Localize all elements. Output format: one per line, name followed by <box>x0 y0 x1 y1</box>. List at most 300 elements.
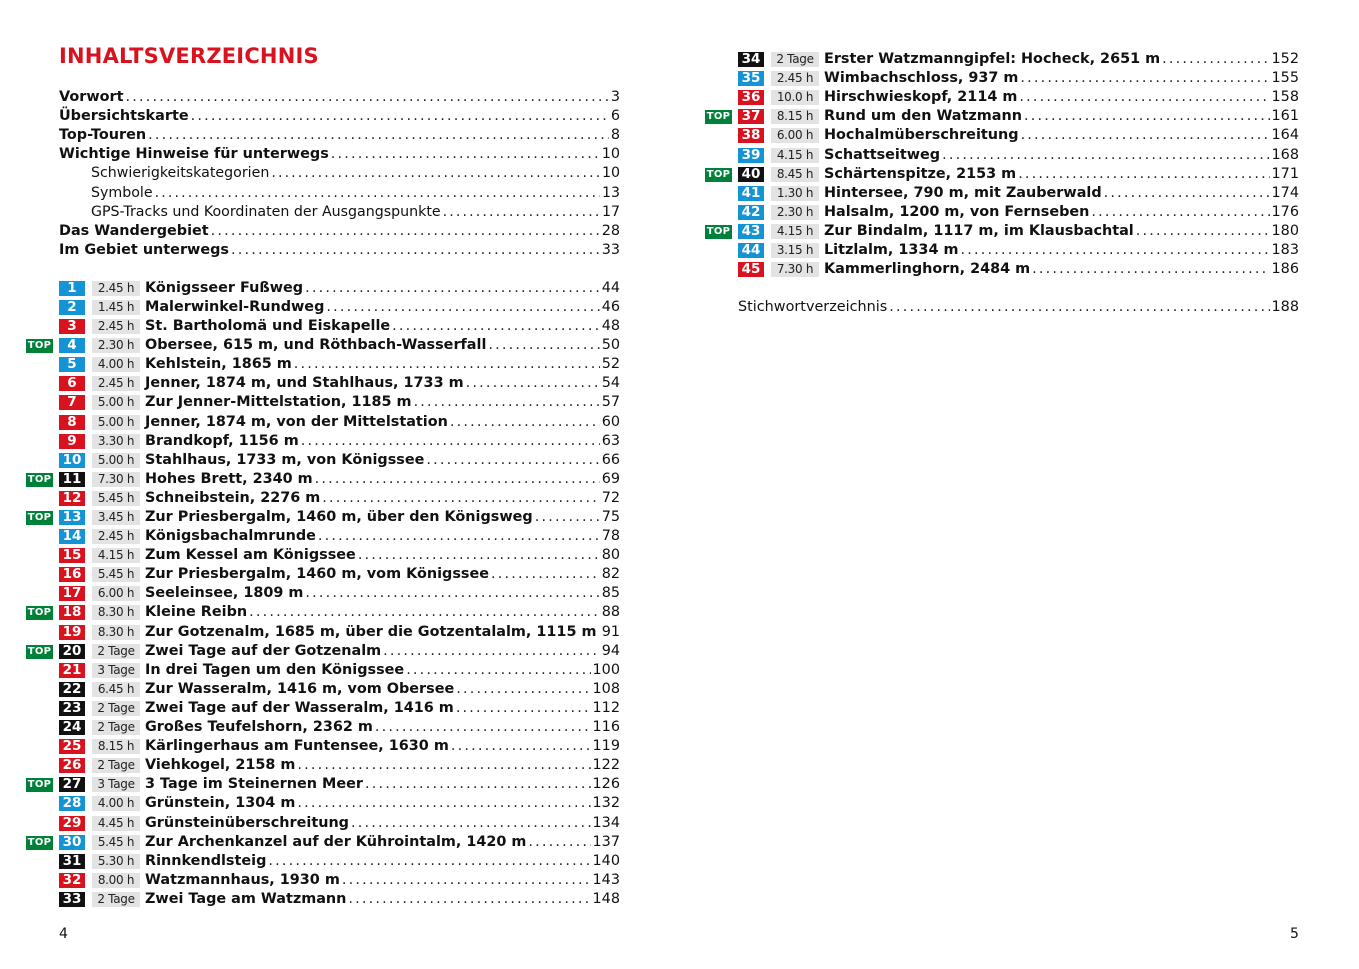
top-tour-badge: TOP <box>27 473 52 485</box>
tour-page: 164 <box>1271 127 1299 144</box>
tour-title: Malerwinkel-Rundweg <box>145 298 325 315</box>
tour-duration: 5.00 h <box>92 395 140 410</box>
tour-number: 24 <box>59 720 85 735</box>
dot-leader <box>1136 222 1270 241</box>
tour-entry[interactable] <box>27 775 620 794</box>
tour-duration: 2.45 h <box>771 71 819 86</box>
tour-entry[interactable] <box>27 603 620 622</box>
tour-page: 140 <box>592 852 620 869</box>
tour-number: 39 <box>738 148 764 163</box>
toc-entry-page: 10 <box>601 165 620 182</box>
tour-page: 171 <box>1271 165 1299 182</box>
tour-title: Grünsteinüberschreitung <box>145 814 349 831</box>
tour-page: 48 <box>601 318 620 335</box>
dot-leader <box>322 489 599 508</box>
tour-page: 75 <box>601 509 620 526</box>
tour-entry[interactable] <box>59 279 620 298</box>
tour-number: 19 <box>59 625 85 640</box>
dot-leader <box>342 871 591 890</box>
tour-entry[interactable] <box>59 584 620 603</box>
top-tour-badge: TOP <box>27 645 52 657</box>
tour-page: 57 <box>601 394 620 411</box>
toc-entry-label: Top-Touren <box>59 127 147 144</box>
tour-entry[interactable] <box>706 107 1299 126</box>
tour-entry[interactable] <box>27 833 620 852</box>
tour-entry[interactable] <box>59 718 620 737</box>
tour-duration: 2 Tage <box>92 720 140 735</box>
tour-number: 43 <box>738 224 764 239</box>
tour-title: Schattseitweg <box>824 146 941 163</box>
tour-title: Königsbachalmrunde <box>145 528 316 545</box>
toc-entry-top-touren[interactable] <box>59 126 620 145</box>
tour-entry[interactable] <box>59 813 620 832</box>
tour-duration: 3.45 h <box>92 510 140 525</box>
toc-entry-label: Vorwort <box>59 89 124 106</box>
toc-entry-page: 33 <box>601 241 620 258</box>
top-tour-badge: TOP <box>27 779 52 791</box>
tour-number: 31 <box>59 854 85 869</box>
tour-page: 183 <box>1271 241 1299 258</box>
tour-number: 9 <box>59 434 85 449</box>
tour-number: 40 <box>738 167 764 182</box>
tour-title: Rund um den Watzmann <box>824 108 1022 125</box>
tour-page: 186 <box>1271 261 1299 278</box>
tour-duration: 8.30 h <box>92 625 140 640</box>
tour-page: 44 <box>601 279 620 296</box>
tour-number: 30 <box>59 835 85 850</box>
tour-number: 16 <box>59 567 85 582</box>
tour-number: 2 <box>59 300 85 315</box>
tour-duration: 2.45 h <box>92 319 140 334</box>
dot-leader <box>365 775 591 794</box>
tour-title: Königsseer Fußweg <box>145 279 304 296</box>
tour-title: Halsalm, 1200 m, von Fernseben <box>824 203 1090 220</box>
toc-left-column <box>27 88 620 909</box>
tour-duration: 2.45 h <box>92 281 140 296</box>
tour-title: Zum Kessel am Königssee <box>145 547 356 564</box>
tour-title: Zur Wasseralm, 1416 m, vom Obersee <box>145 680 455 697</box>
dot-leader <box>1021 126 1270 145</box>
toc-entry-page: 17 <box>601 203 620 220</box>
tour-page: 161 <box>1271 108 1299 125</box>
tour-page: 148 <box>592 890 620 907</box>
dot-leader <box>231 241 600 260</box>
tour-title: Zur Archenkanzel auf der Kührointalm, 1420 m <box>145 833 527 850</box>
tour-duration: 2 Tage <box>92 644 140 659</box>
tour-duration: 6.00 h <box>771 128 819 143</box>
dot-leader <box>414 393 600 412</box>
tour-entry[interactable] <box>59 451 620 470</box>
tour-title: Zur Priesbergalm, 1460 m, vom Königssee <box>145 566 489 583</box>
page-title: INHALTSVERZEICHNIS <box>59 44 319 68</box>
dot-leader <box>249 603 600 622</box>
dot-leader <box>1020 69 1269 88</box>
tour-page: 78 <box>601 528 620 545</box>
tour-entry[interactable] <box>59 432 620 451</box>
tour-page: 137 <box>592 833 620 850</box>
tour-entry[interactable] <box>59 661 620 680</box>
tour-number: 35 <box>738 71 764 86</box>
tour-duration: 6.45 h <box>92 682 140 697</box>
tour-title: Hochalmüberschreitung <box>824 127 1019 144</box>
tour-entry[interactable] <box>59 374 620 393</box>
tour-duration: 6.00 h <box>92 586 140 601</box>
tour-entry[interactable] <box>738 203 1299 222</box>
dot-leader <box>331 145 600 164</box>
tour-page: 94 <box>601 642 620 659</box>
tour-title: Zur Gotzenalm, 1685 m, über die Gotzentalalm, 1115 m <box>145 623 597 640</box>
tour-number: 45 <box>738 262 764 277</box>
toc-entry-label: Schwierigkeitskategorien <box>91 165 270 182</box>
tour-entry[interactable] <box>59 317 620 336</box>
tour-title: Hohes Brett, 2340 m <box>145 470 313 487</box>
tour-entry[interactable] <box>27 508 620 527</box>
tour-entry[interactable] <box>738 88 1299 107</box>
tour-entry[interactable] <box>59 527 620 546</box>
tour-duration: 3.30 h <box>92 434 140 449</box>
tour-duration: 2.45 h <box>92 529 140 544</box>
tour-entry[interactable] <box>59 756 620 775</box>
tour-number: 42 <box>738 205 764 220</box>
tour-duration: 7.30 h <box>92 472 140 487</box>
dot-leader <box>294 355 600 374</box>
tour-duration: 2.30 h <box>771 205 819 220</box>
tour-entry[interactable] <box>738 260 1299 279</box>
dot-leader <box>1024 107 1270 126</box>
dot-leader <box>456 680 590 699</box>
tour-title: Kärlingerhaus am Funtensee, 1630 m <box>145 738 449 755</box>
tour-entry[interactable] <box>59 737 620 756</box>
dot-leader <box>271 164 600 183</box>
tour-page: 155 <box>1271 70 1299 87</box>
tour-duration: 4.15 h <box>771 148 819 163</box>
tour-page: 134 <box>592 814 620 831</box>
toc-entry-label: Das Wandergebiet <box>59 222 209 239</box>
dot-leader <box>392 317 600 336</box>
spacer <box>738 279 1299 298</box>
tour-page: 63 <box>601 432 620 449</box>
tour-page: 50 <box>601 337 620 354</box>
tour-page: 112 <box>592 699 620 716</box>
tour-duration: 8.30 h <box>92 605 140 620</box>
dot-leader <box>383 642 600 661</box>
tour-entry[interactable] <box>738 145 1299 164</box>
tour-entry[interactable] <box>27 642 620 661</box>
tour-entry[interactable] <box>59 699 620 718</box>
tour-duration: 2.30 h <box>92 338 140 353</box>
tour-entry[interactable] <box>59 355 620 374</box>
tour-title: Zwei Tage auf der Wasseralm, 1416 m <box>145 699 454 716</box>
tour-number: 28 <box>59 796 85 811</box>
dot-leader <box>1091 203 1269 222</box>
tour-duration: 2 Tage <box>92 758 140 773</box>
dot-leader <box>155 184 600 203</box>
tour-entry[interactable] <box>738 241 1299 260</box>
tour-page: 180 <box>1271 222 1299 239</box>
tour-page: 122 <box>592 757 620 774</box>
tour-entry[interactable] <box>59 489 620 508</box>
tour-page: 91 <box>601 623 620 640</box>
tour-title: Schärtenspitze, 2153 m <box>824 165 1017 182</box>
tour-duration: 4.15 h <box>771 224 819 239</box>
tour-page: 69 <box>601 470 620 487</box>
dot-leader <box>889 298 1269 317</box>
tour-number: 14 <box>59 529 85 544</box>
tour-duration: 5.30 h <box>92 854 140 869</box>
tour-duration: 7.30 h <box>771 262 819 277</box>
dot-leader <box>450 413 600 432</box>
tour-duration: 5.45 h <box>92 567 140 582</box>
toc-entry-uebersichtskarte[interactable] <box>59 107 620 126</box>
tour-number: 17 <box>59 586 85 601</box>
toc-entry-page: 28 <box>601 222 620 239</box>
tour-duration: 5.45 h <box>92 491 140 506</box>
top-tour-badge: TOP <box>706 168 731 180</box>
tour-page: 85 <box>601 585 620 602</box>
tour-number: 18 <box>59 605 85 620</box>
dot-leader <box>942 146 1269 165</box>
tour-duration: 2 Tage <box>92 701 140 716</box>
tour-entry[interactable] <box>738 184 1299 203</box>
dot-leader <box>456 699 591 718</box>
tour-number: 12 <box>59 491 85 506</box>
tour-number: 15 <box>59 548 85 563</box>
tour-entry[interactable] <box>706 222 1299 241</box>
tour-duration: 3 Tage <box>92 663 140 678</box>
tour-page: 54 <box>601 375 620 392</box>
dot-leader <box>960 241 1269 260</box>
tour-duration: 8.45 h <box>771 167 819 182</box>
toc-entry-page: 13 <box>601 184 620 201</box>
top-tour-badge: TOP <box>27 340 52 352</box>
toc-subentry-symbole[interactable] <box>59 183 620 202</box>
tour-page: 60 <box>601 413 620 430</box>
tour-entry[interactable] <box>59 298 620 317</box>
tour-duration: 4.00 h <box>92 796 140 811</box>
dot-leader <box>375 718 591 737</box>
toc-entry-page: 188 <box>1271 299 1299 316</box>
tour-title: Rinnkendlsteig <box>145 852 267 869</box>
tour-duration: 4.45 h <box>92 816 140 831</box>
tour-title: Stahlhaus, 1733 m, von Königssee <box>145 451 425 468</box>
tour-entry[interactable] <box>59 413 620 432</box>
tour-number: 38 <box>738 128 764 143</box>
tour-number: 3 <box>59 319 85 334</box>
tour-number: 33 <box>59 892 85 907</box>
tour-page: 46 <box>601 298 620 315</box>
tour-number: 26 <box>59 758 85 773</box>
toc-entry-label: Wichtige Hinweise für unterwegs <box>59 146 329 163</box>
dot-leader <box>305 584 599 603</box>
tour-title: Brandkopf, 1156 m <box>145 432 299 449</box>
dot-leader <box>466 374 600 393</box>
tour-number: 32 <box>59 873 85 888</box>
top-tour-badge: TOP <box>27 836 52 848</box>
tour-page: 116 <box>592 719 620 736</box>
dot-leader <box>191 107 609 126</box>
tour-page: 72 <box>601 489 620 506</box>
dot-leader <box>1162 50 1269 69</box>
tour-title: Seeleinsee, 1809 m <box>145 585 304 602</box>
tour-title: St. Bartholomä und Eiskapelle <box>145 318 391 335</box>
tour-number: 36 <box>738 90 764 105</box>
tour-title: Hintersee, 790 m, mit Zauberwald <box>824 184 1102 201</box>
tour-number: 1 <box>59 281 85 296</box>
tour-page: 80 <box>601 547 620 564</box>
dot-leader <box>535 508 600 527</box>
tour-entry[interactable] <box>59 871 620 890</box>
tour-title: Schneibstein, 2276 m <box>145 489 321 506</box>
tour-duration: 5.00 h <box>92 453 140 468</box>
toc-entry-label: GPS-Tracks und Koordinaten der Ausgangspunkte <box>91 203 441 220</box>
dot-leader <box>1032 260 1269 279</box>
tour-page: 126 <box>592 776 620 793</box>
tour-page: 132 <box>592 795 620 812</box>
tour-title: Großes Teufelshorn, 2362 m <box>145 719 373 736</box>
tour-entry[interactable] <box>59 565 620 584</box>
tour-title: Watzmannhaus, 1930 m <box>145 871 340 888</box>
tour-entry[interactable] <box>59 623 620 642</box>
tour-entry[interactable] <box>59 852 620 871</box>
tour-entry[interactable] <box>59 890 620 909</box>
page-number-right: 5 <box>1290 926 1299 942</box>
tour-number: 11 <box>59 472 85 487</box>
page-number-left: 4 <box>59 926 68 942</box>
toc-entry-page: 3 <box>610 89 620 106</box>
dot-leader <box>491 565 600 584</box>
tour-entry[interactable] <box>59 393 620 412</box>
tour-duration: 3.15 h <box>771 243 819 258</box>
toc-entry-page: 8 <box>610 127 620 144</box>
tour-page: 88 <box>601 604 620 621</box>
tour-duration: 10.0 h <box>771 90 819 105</box>
dot-leader <box>488 336 599 355</box>
tour-duration: 8.00 h <box>92 873 140 888</box>
tour-title: Wimbachschloss, 937 m <box>824 70 1019 87</box>
tour-title: Viehkogel, 2158 m <box>145 757 296 774</box>
tour-number: 25 <box>59 739 85 754</box>
dot-leader <box>426 451 599 470</box>
tour-duration: 4.00 h <box>92 357 140 372</box>
dot-leader <box>326 298 599 317</box>
dot-leader <box>1019 88 1269 107</box>
dot-leader <box>443 203 600 222</box>
toc-entry-label: Symbole <box>91 184 153 201</box>
toc-entry-label: Übersichtskarte <box>59 108 189 125</box>
tour-page: 176 <box>1271 203 1299 220</box>
dot-leader <box>305 279 600 298</box>
tour-duration: 5.45 h <box>92 835 140 850</box>
toc-entry-label: Im Gebiet unterwegs <box>59 241 229 258</box>
toc-subentry-gps[interactable] <box>59 203 620 222</box>
tour-title: Grünstein, 1304 m <box>145 795 296 812</box>
dot-leader <box>598 623 599 642</box>
dot-leader <box>301 432 600 451</box>
tour-number: 6 <box>59 376 85 391</box>
tour-page: 174 <box>1271 184 1299 201</box>
tour-number: 5 <box>59 357 85 372</box>
tour-page: 108 <box>592 680 620 697</box>
tour-number: 13 <box>59 510 85 525</box>
tour-title: Zur Priesbergalm, 1460 m, über den Königsweg <box>145 509 533 526</box>
top-tour-badge: TOP <box>706 111 731 123</box>
tour-title: Jenner, 1874 m, von der Mittelstation <box>145 413 448 430</box>
tour-number: 7 <box>59 395 85 410</box>
tour-page: 52 <box>601 356 620 373</box>
tour-number: 41 <box>738 186 764 201</box>
tour-page: 158 <box>1271 89 1299 106</box>
tour-duration: 1.30 h <box>771 186 819 201</box>
tour-number: 29 <box>59 816 85 831</box>
tour-title: Obersee, 615 m, und Röthbach-Wasserfall <box>145 337 487 354</box>
tour-duration: 5.00 h <box>92 415 140 430</box>
dot-leader <box>126 88 609 107</box>
tour-number: 22 <box>59 682 85 697</box>
tour-title: 3 Tage im Steinernen Meer <box>145 776 363 793</box>
tour-number: 8 <box>59 415 85 430</box>
toc-entry-hinweise[interactable] <box>59 145 620 164</box>
tour-entry[interactable] <box>27 336 620 355</box>
tour-entry[interactable] <box>59 546 620 565</box>
top-tour-badge: TOP <box>27 511 52 523</box>
tour-title: Hirschwieskopf, 2114 m <box>824 89 1018 106</box>
toc-entry-vorwort[interactable] <box>59 88 620 107</box>
tour-title: Zwei Tage auf der Gotzenalm <box>145 642 382 659</box>
dot-leader <box>1104 184 1270 203</box>
tour-entry[interactable] <box>706 165 1299 184</box>
dot-leader <box>211 222 600 241</box>
dot-leader <box>1018 165 1269 184</box>
toc-entry-wandergebiet[interactable] <box>59 222 620 241</box>
tour-entry[interactable] <box>738 126 1299 145</box>
dot-leader <box>358 546 600 565</box>
dot-leader <box>297 794 590 813</box>
tour-number: 23 <box>59 701 85 716</box>
tour-entry[interactable] <box>738 69 1299 88</box>
toc-entry-label: Stichwortverzeichnis <box>738 299 888 316</box>
tour-title: Jenner, 1874 m, und Stahlhaus, 1733 m <box>145 375 464 392</box>
tour-list-left <box>27 279 620 909</box>
tour-list-right <box>706 50 1299 279</box>
tour-number: 4 <box>59 338 85 353</box>
dot-leader <box>297 756 590 775</box>
toc-entry-page: 10 <box>601 146 620 163</box>
tour-number: 21 <box>59 663 85 678</box>
tour-title: In drei Tagen um den Königssee <box>145 661 405 678</box>
tour-page: 143 <box>592 871 620 888</box>
tour-duration: 1.45 h <box>92 300 140 315</box>
tour-duration: 2.45 h <box>92 376 140 391</box>
toc-right-column <box>706 50 1299 317</box>
tour-number: 10 <box>59 453 85 468</box>
toc-entry-stichwortverzeichnis[interactable] <box>738 298 1299 317</box>
tour-entry[interactable] <box>59 794 620 813</box>
toc-subentry-schwierigkeit[interactable] <box>59 164 620 183</box>
tour-entry[interactable] <box>59 680 620 699</box>
dot-leader <box>318 527 600 546</box>
toc-entry-unterwegs[interactable] <box>59 241 620 260</box>
tour-page: 100 <box>592 661 620 678</box>
tour-entry[interactable] <box>738 50 1299 69</box>
tour-duration: 2 Tage <box>771 52 819 67</box>
dot-leader <box>451 737 591 756</box>
tour-page: 119 <box>592 738 620 755</box>
tour-page: 66 <box>601 451 620 468</box>
tour-duration: 2 Tage <box>92 892 140 907</box>
top-tour-badge: TOP <box>27 607 52 619</box>
tour-entry[interactable] <box>27 470 620 489</box>
dot-leader <box>315 470 600 489</box>
